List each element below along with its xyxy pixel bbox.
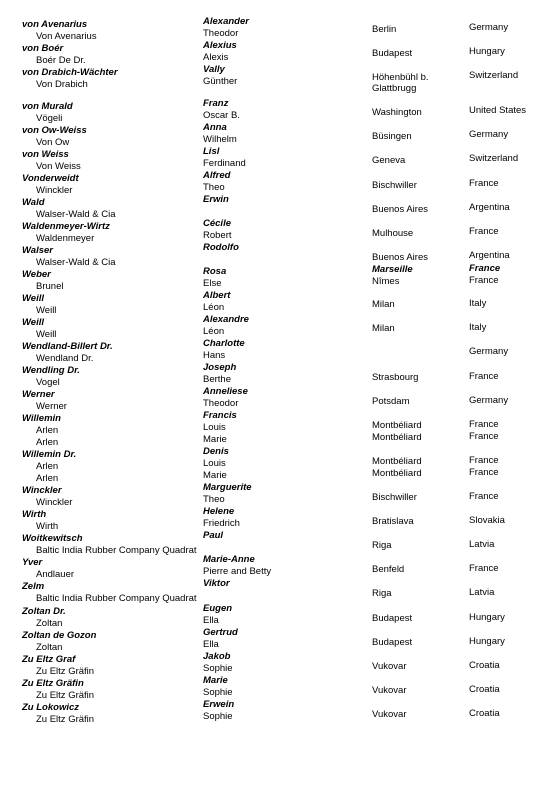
country: Latvia bbox=[469, 539, 495, 550]
given-name: Pierre and Betty bbox=[203, 566, 272, 577]
surname: Waldenmeyer-Wirtz bbox=[22, 221, 110, 232]
country: Hungary bbox=[469, 612, 505, 623]
city: Berlin bbox=[372, 24, 397, 35]
surname: Wald bbox=[22, 197, 45, 208]
country: Croatia bbox=[469, 660, 500, 671]
given-name: Theo bbox=[203, 494, 225, 505]
surname: von Weiss bbox=[22, 149, 69, 160]
surname: Zu Eltz Gräfin bbox=[22, 678, 84, 689]
country: Argentina bbox=[469, 250, 510, 261]
city: Potsdam bbox=[372, 396, 410, 407]
given-name: Theo bbox=[203, 182, 225, 193]
city: Höhenbühl b. Glattbrugg bbox=[372, 72, 429, 94]
sub-name: Von Ow bbox=[36, 137, 70, 148]
first-name: Cécile bbox=[203, 218, 231, 229]
given-name: Oscar B. bbox=[203, 110, 240, 121]
country: Croatia bbox=[469, 708, 500, 719]
city: Vukovar bbox=[372, 685, 407, 696]
surname: Vonderweidt bbox=[22, 173, 79, 184]
surname: von Ow-Weiss bbox=[22, 125, 87, 136]
first-name: Anneliese bbox=[203, 386, 248, 397]
surname: Willemin bbox=[22, 413, 61, 424]
country-secondary: France bbox=[469, 467, 499, 478]
country: Germany bbox=[469, 129, 509, 140]
first-name: Rodolfo bbox=[203, 242, 239, 253]
first-name: Anna bbox=[203, 122, 227, 133]
first-name: Erwein bbox=[203, 699, 235, 710]
sub-name: Baltic India Rubber Company Quadrat bbox=[36, 593, 197, 604]
given-name: Hans bbox=[203, 350, 226, 361]
first-name: Franz bbox=[203, 98, 229, 109]
city: Bischwiller bbox=[372, 180, 417, 191]
surname: Werner bbox=[22, 389, 55, 400]
country: Argentina bbox=[469, 202, 510, 213]
surname: Willemin Dr. bbox=[22, 449, 77, 460]
country: Switzerland bbox=[469, 153, 519, 164]
given-name: Ella bbox=[203, 615, 219, 626]
sub-name: Von Avenarius bbox=[36, 31, 97, 42]
country: Hungary bbox=[469, 46, 505, 57]
first-name: Albert bbox=[203, 290, 231, 301]
surname: Wendling Dr. bbox=[22, 365, 80, 376]
sub-name: Winckler bbox=[36, 497, 73, 508]
sub-name: Vögeli bbox=[36, 113, 63, 124]
surname: Zu Lokowicz bbox=[22, 702, 79, 713]
sub-name: Weill bbox=[36, 305, 57, 316]
country: France bbox=[469, 178, 499, 189]
sub-name: Winckler bbox=[36, 185, 73, 196]
surname: Yver bbox=[22, 557, 43, 568]
first-name: Francis bbox=[203, 410, 237, 421]
first-name: Helene bbox=[203, 506, 235, 517]
city: Buenos Aires bbox=[372, 252, 428, 263]
city: Montbéliard bbox=[372, 420, 422, 431]
sub-name: Walser-Wald & Cia bbox=[36, 257, 116, 268]
given-name: Friedrich bbox=[203, 518, 240, 529]
surname: Woitkewitsch bbox=[22, 533, 83, 544]
given-name: Louis bbox=[203, 458, 226, 469]
country: Italy bbox=[469, 298, 487, 309]
sub-name: Brunel bbox=[36, 281, 64, 292]
first-name: Joseph bbox=[203, 362, 237, 373]
surname: Weber bbox=[22, 269, 51, 280]
given-name: Sophie bbox=[203, 663, 233, 674]
given-name-secondary: Marie bbox=[203, 434, 227, 445]
city: Riga bbox=[372, 540, 392, 551]
first-name: Rosa bbox=[203, 266, 227, 277]
city: Budapest bbox=[372, 637, 413, 648]
surname: Zelm bbox=[22, 581, 45, 592]
surname: Wirth bbox=[22, 509, 47, 520]
sub-name: Von Drabich bbox=[36, 79, 88, 90]
city: Milan bbox=[372, 323, 395, 334]
city: Bratislava bbox=[372, 516, 414, 527]
city: Buenos Aires bbox=[372, 204, 428, 215]
country-secondary: France bbox=[469, 275, 499, 286]
city: Budapest bbox=[372, 613, 413, 624]
first-name: Charlotte bbox=[203, 338, 245, 349]
city: Montbéliard bbox=[372, 456, 422, 467]
country: France bbox=[469, 263, 501, 274]
city: Milan bbox=[372, 299, 395, 310]
first-name: Alexius bbox=[203, 40, 237, 51]
city: Vukovar bbox=[372, 709, 407, 720]
given-name: Ferdinand bbox=[203, 158, 246, 169]
sub-name: Baltic India Rubber Company Quadrat bbox=[36, 545, 197, 556]
surname: Winckler bbox=[22, 485, 62, 496]
sub-name-secondary: Arlen bbox=[36, 437, 59, 448]
surname: Walser bbox=[22, 245, 53, 256]
sub-name: Von Weiss bbox=[36, 161, 81, 172]
first-name: Erwin bbox=[203, 194, 229, 205]
city-secondary: Montbéliard bbox=[372, 468, 422, 479]
first-name: Alexandre bbox=[203, 314, 249, 325]
given-name: Theodor bbox=[203, 398, 239, 409]
surname: von Boér bbox=[22, 43, 64, 54]
surname: von Murald bbox=[22, 101, 73, 112]
first-name: Paul bbox=[203, 530, 224, 541]
first-name: Eugen bbox=[203, 603, 233, 614]
city: Mulhouse bbox=[372, 228, 414, 239]
country: France bbox=[469, 419, 499, 430]
city: Strasbourg bbox=[372, 372, 419, 383]
given-name: Alexis bbox=[203, 52, 229, 63]
country: Hungary bbox=[469, 636, 505, 647]
first-name: Marie-Anne bbox=[203, 554, 255, 565]
sub-name: Zu Eltz Gräfin bbox=[36, 690, 95, 701]
city: Bischwiller bbox=[372, 492, 417, 503]
sub-name: Werner bbox=[36, 401, 67, 412]
given-name: Louis bbox=[203, 422, 226, 433]
country: France bbox=[469, 491, 499, 502]
given-name: Wilhelm bbox=[203, 134, 237, 145]
city-secondary: Montbéliard bbox=[372, 432, 422, 443]
city: Büsingen bbox=[372, 131, 412, 142]
given-name: Robert bbox=[203, 230, 232, 241]
given-name: Theodor bbox=[203, 28, 239, 39]
surname: Zoltan Dr. bbox=[22, 606, 66, 617]
country: Germany bbox=[469, 22, 509, 33]
country: United States bbox=[469, 105, 527, 116]
sub-name: Walser-Wald & Cia bbox=[36, 209, 116, 220]
city: Riga bbox=[372, 588, 392, 599]
country: Latvia bbox=[469, 587, 495, 598]
sub-name: Arlen bbox=[36, 461, 59, 472]
sub-name: Zoltan bbox=[36, 642, 63, 653]
country: Slovakia bbox=[469, 515, 505, 526]
city: Marseille bbox=[372, 264, 413, 275]
given-name-secondary: Marie bbox=[203, 470, 227, 481]
sub-name: Waldenmeyer bbox=[36, 233, 95, 244]
first-name: Marie bbox=[203, 675, 228, 686]
given-name: Else bbox=[203, 278, 222, 289]
surname: von Drabich-Wächter bbox=[22, 67, 118, 78]
given-name: Ella bbox=[203, 639, 219, 650]
given-name: Léon bbox=[203, 326, 225, 337]
first-name: Alfred bbox=[203, 170, 231, 181]
sub-name: Wirth bbox=[36, 521, 59, 532]
sub-name: Weill bbox=[36, 329, 57, 340]
city: Geneva bbox=[372, 155, 406, 166]
given-name: Berthe bbox=[203, 374, 231, 385]
country: France bbox=[469, 371, 499, 382]
surname: Weill bbox=[22, 317, 44, 328]
country-secondary: France bbox=[469, 431, 499, 442]
first-name: Vally bbox=[203, 64, 225, 75]
given-name: Sophie bbox=[203, 687, 233, 698]
surname: von Avenarius bbox=[22, 19, 88, 30]
city: Budapest bbox=[372, 48, 413, 59]
country: Croatia bbox=[469, 684, 500, 695]
first-name: Viktor bbox=[203, 578, 230, 589]
first-name: Lisl bbox=[203, 146, 220, 157]
given-name: Sophie bbox=[203, 711, 233, 722]
country: Germany bbox=[469, 395, 509, 406]
first-name: Jakob bbox=[203, 651, 231, 662]
first-name: Alexander bbox=[203, 16, 249, 27]
sub-name: Zu Eltz Gräfin bbox=[36, 714, 95, 725]
surname: Wendland-Billert Dr. bbox=[22, 341, 113, 352]
surname: Weill bbox=[22, 293, 44, 304]
country: France bbox=[469, 226, 499, 237]
surname: Zoltan de Gozon bbox=[22, 630, 97, 641]
country: Germany bbox=[469, 346, 509, 357]
city-secondary: Nîmes bbox=[372, 276, 400, 287]
country: France bbox=[469, 455, 499, 466]
surname: Zu Eltz Graf bbox=[22, 654, 76, 665]
country: Italy bbox=[469, 322, 487, 333]
country: Switzerland bbox=[469, 70, 519, 81]
first-name: Gertrud bbox=[203, 627, 238, 638]
sub-name: Wendland Dr. bbox=[36, 353, 94, 364]
country: France bbox=[469, 563, 499, 574]
first-name: Marguerite bbox=[203, 482, 252, 493]
city: Washington bbox=[372, 107, 422, 118]
sub-name: Arlen bbox=[36, 425, 59, 436]
city: Vukovar bbox=[372, 661, 407, 672]
sub-name: Vogel bbox=[36, 377, 60, 388]
given-name: Günther bbox=[203, 76, 238, 87]
sub-name-secondary: Arlen bbox=[36, 473, 59, 484]
city: Benfeld bbox=[372, 564, 405, 575]
sub-name: Zu Eltz Gräfin bbox=[36, 666, 95, 677]
first-name: Denis bbox=[203, 446, 229, 457]
sub-name: Zoltan bbox=[36, 618, 63, 629]
given-name: Léon bbox=[203, 302, 225, 313]
sub-name: Andlauer bbox=[36, 569, 75, 580]
sub-name: Boér De Dr. bbox=[36, 55, 86, 66]
